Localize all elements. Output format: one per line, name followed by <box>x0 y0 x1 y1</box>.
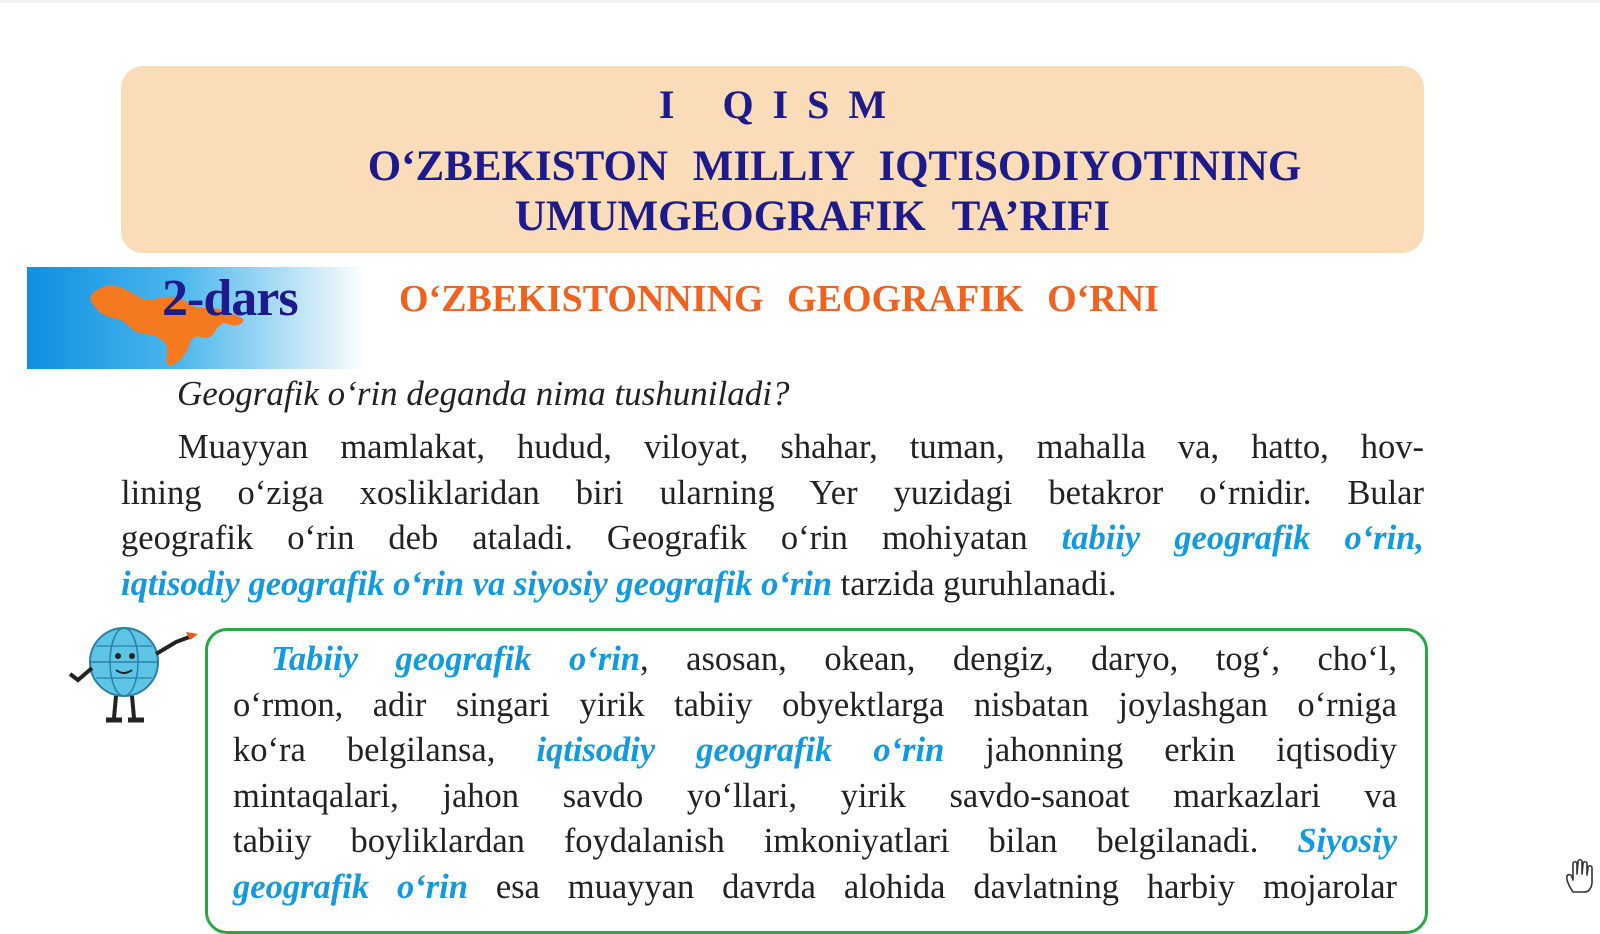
term-natural-geographic-position: Tabiiy geografik o‘rin <box>271 640 640 678</box>
top-divider <box>0 0 1600 3</box>
box-line <box>233 728 1397 774</box>
box-text: tabiiy boyliklardan foydalanish imkoniyatlari bilan belgilanadi. <box>233 822 1259 860</box>
box-line <box>233 819 1397 865</box>
paragraph-line <box>121 562 1424 608</box>
part-header <box>121 66 1424 253</box>
term-political-geographic-position: geografik o‘rin <box>233 867 468 906</box>
paragraph-line <box>121 516 1424 562</box>
box-text: esa muayyan davrda alohida davlatning harbiy mojarolar <box>495 867 1398 906</box>
term-economic-political-position: iqtisodiy geografik o‘rin va siyosiy geografik o‘rin <box>121 564 833 603</box>
paragraph-line: Muayyan mamlakat, hudud, viloyat, shahar, tuman, mahalla va, hatto, hov- <box>178 428 1424 466</box>
globe-mascot-icon <box>66 624 200 728</box>
paragraph-text: geografik o‘rin deb ataladi. Geografik o‘rin mohiyatan <box>121 519 1028 557</box>
paragraph-line: lining o‘ziga xosliklaridan biri ularning Yer yuzidagi betakror o‘rnidir. Bular <box>121 473 1424 512</box>
term-economic-geographic-position: iqtisodiy geografik o‘rin <box>536 731 945 769</box>
paragraph-text: tarzida guruhlanadi. <box>840 564 1117 603</box>
box-line: mintaqalari, jahon savdo yo‘llari, yirik savdo-sanoat markazlari va <box>233 776 1397 815</box>
box-text: ko‘ra belgilansa, <box>233 731 496 769</box>
hand-cursor-icon <box>1563 856 1597 894</box>
part-title-line-2: UMUMGEOGRAFIK TA’RIFI <box>514 193 1111 240</box>
term-natural-geographic-position: tabiiy geografik o‘rin, <box>1061 519 1425 557</box>
info-box-text <box>233 637 1397 910</box>
box-line: o‘rmon, adir singari yirik tabiiy obyektlarga nisbatan joylashgan o‘rniga <box>233 685 1397 724</box>
lesson-title: O‘ZBEKISTONNING GEOGRAFIK O‘RNI <box>399 278 1159 320</box>
intro-paragraph <box>121 425 1424 607</box>
box-line <box>233 865 1397 911</box>
lesson-number: 2-dars <box>162 270 298 327</box>
part-label: I QISM <box>658 82 906 127</box>
lesson-banner <box>27 267 367 369</box>
term-political-geographic-position: Siyosiy <box>1297 822 1398 860</box>
box-line <box>233 637 1397 683</box>
part-title-line-1: O‘ZBEKISTON MILLIY IQTISODIYOTINING <box>367 143 1302 190</box>
box-text: , asosan, okean, dengiz, daryo, tog‘, cho‘l, <box>640 640 1398 678</box>
lesson-question: Geografik o‘rin deganda nima tushuniladi? <box>177 374 790 413</box>
box-text: jahonning erkin iqtisodiy <box>985 731 1397 769</box>
